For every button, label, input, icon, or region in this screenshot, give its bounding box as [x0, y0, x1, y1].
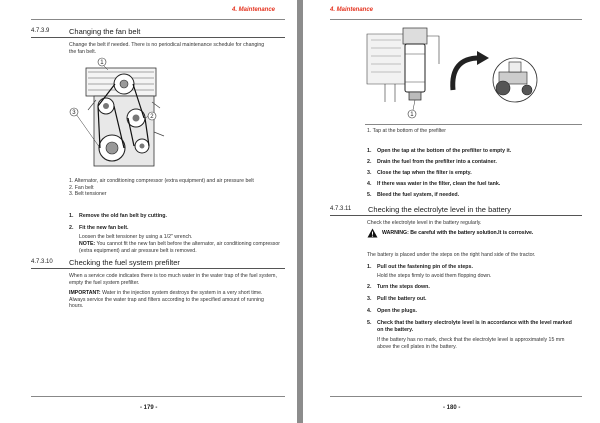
header-rule — [330, 19, 582, 20]
prefilter-figure — [365, 24, 535, 124]
figure-rule — [365, 124, 582, 125]
figure-legend — [69, 178, 284, 198]
figure-caption: 1. Tap at the bottom of the prefilter — [367, 128, 446, 134]
intro-text: Check the electrolyte level in the battery regularly. — [367, 220, 482, 226]
step-item: 1. Open the tap at the bottom of the prefilter to empty it. — [367, 148, 512, 154]
figure-callout: 1 — [410, 112, 414, 118]
page-number: - 179 - — [140, 405, 158, 411]
location-text: The battery is placed under the steps on the right hand side of the tractor. — [367, 252, 536, 258]
legend-item: 3. Belt tensioner — [69, 191, 107, 198]
section-number: 4.7.3.11 — [330, 206, 352, 212]
section-title: Checking the fuel system prefilter — [69, 258, 180, 267]
step-item: 1. Pull out the fastening pin of the steps. — [367, 264, 473, 270]
figure-callout: 1 — [100, 60, 104, 66]
warning-triangle-icon — [367, 228, 378, 238]
page-number: - 180 - — [443, 405, 461, 411]
step-item: 4. Open the plugs. — [367, 308, 418, 314]
section-number: 4.7.3.9 — [31, 28, 50, 34]
step-item: 3. Pull the battery out. — [367, 296, 427, 302]
step-detail: Loosen the belt tensioner by using a 1/2" wrench. — [79, 234, 193, 240]
intro-text: When a service code indicates there is too much water in the water trap of the fuel system, empty the fuel system prefilter. — [69, 273, 277, 286]
step-item: 3. Close the tap when the filter is empty. — [367, 170, 472, 176]
figure-callout: 2 — [150, 114, 154, 120]
section-header — [31, 257, 285, 269]
step-detail: Hold the steps firmly to avoid them flopping down. — [377, 273, 492, 279]
left-page — [0, 0, 297, 423]
step-item: 4. If there was water in the filter, clean the fuel tank. — [367, 181, 501, 187]
chapter-header: 4. Maintenance — [231, 7, 275, 13]
step-item: 2. Turn the steps down. — [367, 284, 430, 290]
step-item: 5. Bleed the fuel system, if needed. — [367, 192, 460, 198]
note — [79, 241, 284, 254]
header-rule — [31, 19, 285, 20]
step-item: 2. Fit the new fan belt. — [69, 225, 129, 231]
figure-callout: 3 — [72, 110, 76, 116]
note-text: You cannot fit the new fan belt before the alternator, air conditioning compressor (extra equipment) and air pressure belt is removed. — [79, 241, 281, 254]
intro-text: Change the belt if needed. There is no periodical maintenance schedule for changing the fan belt. — [69, 42, 265, 55]
important-note — [69, 290, 279, 310]
section-header — [31, 26, 285, 38]
legend-item: 2. Fan belt — [69, 184, 94, 191]
step-detail: If the battery has no mark, check that the electrolyte level is approximately 15 mm above the cell plates in the battery. — [377, 337, 565, 350]
legend-item: 1. Alternator, air conditioning compressor (extra equipment) and air pressure belt — [69, 178, 254, 184]
important-text: Water in the injection system destroys the system in a very short time. Always service the water trap and filters according to the specified amount of running hours. — [69, 290, 264, 310]
important-label: IMPORTANT: — [69, 290, 101, 296]
step-item: 2. Drain the fuel from the prefilter into a container. — [367, 159, 497, 165]
section-header — [330, 204, 582, 216]
section-title: Checking the electrolyte level in the battery — [368, 205, 511, 214]
right-page — [303, 0, 600, 423]
section-title: Changing the fan belt — [69, 27, 141, 36]
section-number: 4.7.3.10 — [31, 259, 53, 265]
note-label: NOTE: — [79, 241, 96, 247]
warning-text: WARNING: Be careful with the battery solution.It is corrosive. — [382, 230, 534, 236]
chapter-header: 4. Maintenance — [330, 7, 374, 13]
footer-rule — [31, 396, 285, 397]
step-item: 5. Check that the battery electrolyte level is in accordance with the level marked on the battery. — [367, 320, 572, 333]
footer-rule — [330, 396, 582, 397]
step-item: 1. Remove the old fan belt by cutting. — [69, 213, 167, 219]
fan-belt-figure — [66, 62, 176, 174]
